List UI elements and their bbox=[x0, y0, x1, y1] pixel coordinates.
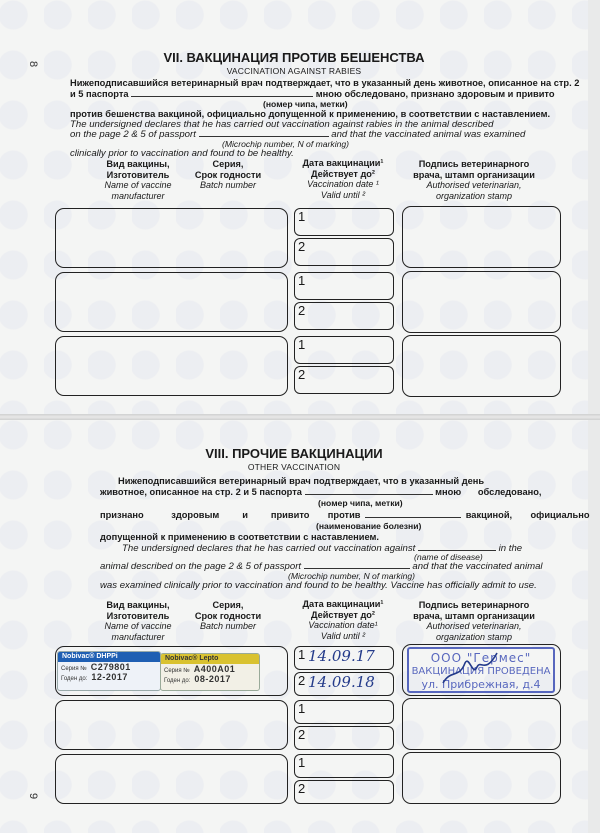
declaration-ru-line3: признано здоровым и привито против вакциной, официально bbox=[100, 510, 590, 520]
disease-hint-ru: (наименование болезни) bbox=[316, 521, 422, 531]
valid-until-handwritten: 14.09.18 bbox=[308, 673, 375, 691]
declaration-ru-line2: животное, описанное на стр. 2 и 5 паспорта мною обследовано, bbox=[100, 487, 542, 497]
column-vaccine-header: Вид вакцины, Изготовитель Name of vaccine manufacturer bbox=[104, 159, 172, 201]
vaccination-date-box[interactable]: 1 bbox=[294, 272, 394, 300]
column-batch-header: Серия, Срок годности Batch number bbox=[194, 159, 262, 190]
valid-until-box[interactable]: 2 bbox=[294, 238, 394, 266]
vaccination-date-box[interactable]: 1 bbox=[294, 700, 394, 724]
declaration-ru-line3: против бешенства вакциной, официально допущенной к применению, в соответствии с наставлением. bbox=[70, 109, 551, 119]
valid-until-box[interactable]: 2 bbox=[294, 780, 394, 804]
valid-until-box[interactable]: 2 bbox=[294, 726, 394, 750]
vaccine-sticker-box[interactable] bbox=[55, 754, 288, 804]
section-title: VIII. ПРОЧИЕ ВАКЦИНАЦИИ bbox=[205, 446, 383, 461]
column-date-header: Дата вакцинации¹ Действует до² Vaccination date ¹ Valid until ² bbox=[302, 158, 384, 200]
section-subtitle: OTHER VACCINATION bbox=[247, 462, 341, 472]
passport-page-8 bbox=[0, 0, 588, 414]
page-number: 8 bbox=[27, 60, 40, 68]
chip-hint-en: (Microchip number, N of marking) bbox=[288, 571, 416, 581]
section-title: VII. ВАКЦИНАЦИЯ ПРОТИВ БЕШЕНСТВА bbox=[163, 50, 425, 65]
signature-stamp-box[interactable] bbox=[402, 206, 561, 268]
declaration-en-line1: The undersigned declares that he has carried out vaccination against in the bbox=[122, 543, 523, 554]
chip-hint-ru: (номер чипа, метки) bbox=[263, 99, 348, 109]
chip-hint-ru: (номер чипа, метки) bbox=[318, 498, 403, 508]
disease-name-field[interactable] bbox=[365, 517, 461, 518]
vaccination-date-box[interactable]: 1 bbox=[294, 208, 394, 236]
column-date-header: Дата вакцинации¹ Действует до² Vaccination date¹ Valid until ² bbox=[302, 599, 384, 641]
chip-number-field[interactable] bbox=[305, 494, 433, 495]
disease-hint-en: (name of disease) bbox=[414, 552, 483, 562]
passport-page-9 bbox=[0, 420, 588, 833]
vaccine-sticker-lepto: Nobivac® Lepto Серия № A400A01 Годен до: 08-2017 bbox=[160, 653, 260, 691]
vaccine-sticker-box[interactable] bbox=[55, 646, 288, 696]
column-vaccine-header: Вид вакцины, Изготовитель Name of vaccine manufacturer bbox=[104, 600, 172, 642]
vaccine-sticker-box[interactable] bbox=[55, 700, 288, 750]
signature-scribble bbox=[441, 649, 501, 689]
declaration-en-line2: on the page 2 & 5 of passport and that the vaccinated animal was examined bbox=[70, 129, 526, 140]
column-signature-header: Подпись ветеринарного врача, штамп организации Authorised veterinarian, organization stamp bbox=[413, 600, 535, 642]
declaration-en-line2: animal described on the page 2 & 5 of passport and that the vaccinated animal bbox=[100, 561, 543, 572]
chip-number-field-en[interactable] bbox=[304, 568, 410, 569]
chip-number-field[interactable] bbox=[131, 96, 313, 97]
vaccine-sticker-box[interactable] bbox=[55, 272, 288, 332]
valid-until-box[interactable]: 2 bbox=[294, 366, 394, 394]
column-signature-header: Подпись ветеринарного врача, штамп организации Authorised veterinarian, organization stamp bbox=[413, 159, 535, 201]
vaccine-sticker-dhppi: Nobivac® DHPPi Серия № C279801 Годен до: 12-2017 bbox=[57, 651, 161, 691]
signature-stamp-box[interactable] bbox=[402, 698, 561, 750]
signature-stamp-box[interactable] bbox=[402, 335, 561, 397]
declaration-ru-line4: допущенной к применению в соответствии с наставлением. bbox=[100, 532, 380, 542]
column-batch-header: Серия, Срок годности Batch number bbox=[194, 600, 262, 631]
declaration-en-line3: clinically prior to vaccination and found to be healthy. bbox=[70, 148, 294, 159]
vaccine-sticker-box[interactable] bbox=[55, 208, 288, 268]
signature-stamp-box[interactable] bbox=[402, 752, 561, 804]
signature-stamp-box[interactable] bbox=[402, 271, 561, 333]
declaration-ru-line1: Нижеподписавшийся ветеринарный врач подтверждает, что в указанный день животное, описанное на стр. 2 bbox=[70, 78, 580, 88]
valid-until-box[interactable]: 2 bbox=[294, 672, 394, 696]
chip-number-field-en[interactable] bbox=[199, 136, 329, 137]
chip-hint-en: (Microchip number, N of marking) bbox=[222, 139, 350, 149]
declaration-en-line1: The undersigned declares that he has carried out vaccination against rabies in the animal described bbox=[70, 119, 494, 130]
vaccination-date-box[interactable]: 1 bbox=[294, 336, 394, 364]
vaccination-date-box[interactable]: 1 bbox=[294, 754, 394, 778]
section-subtitle: VACCINATION AGAINST RABIES bbox=[226, 66, 362, 76]
vaccination-date-handwritten: 14.09.17 bbox=[308, 647, 375, 665]
vaccination-date-box[interactable]: 1 bbox=[294, 646, 394, 670]
organization-stamp: ООО "Гермес" ВАКЦИНАЦИЯ ПРОВЕДЕНА ул. Прибрежная, д.4 bbox=[407, 647, 555, 693]
vaccine-sticker-box[interactable] bbox=[55, 336, 288, 396]
valid-until-box[interactable]: 2 bbox=[294, 302, 394, 330]
signature-stamp-box[interactable] bbox=[402, 644, 561, 696]
declaration-ru-line1: Нижеподписавшийся ветеринарный врач подтверждает, что в указанный день bbox=[118, 476, 485, 486]
page-number: 9 bbox=[27, 792, 40, 800]
declaration-ru-line2: и 5 паспорта мною обследовано, признано здоровым и привито bbox=[70, 89, 555, 99]
declaration-en-line3: was examined clinically prior to vaccination and found to be healthy. Vaccine has officially admit to use. bbox=[100, 580, 537, 591]
disease-name-field-en[interactable] bbox=[418, 550, 496, 551]
